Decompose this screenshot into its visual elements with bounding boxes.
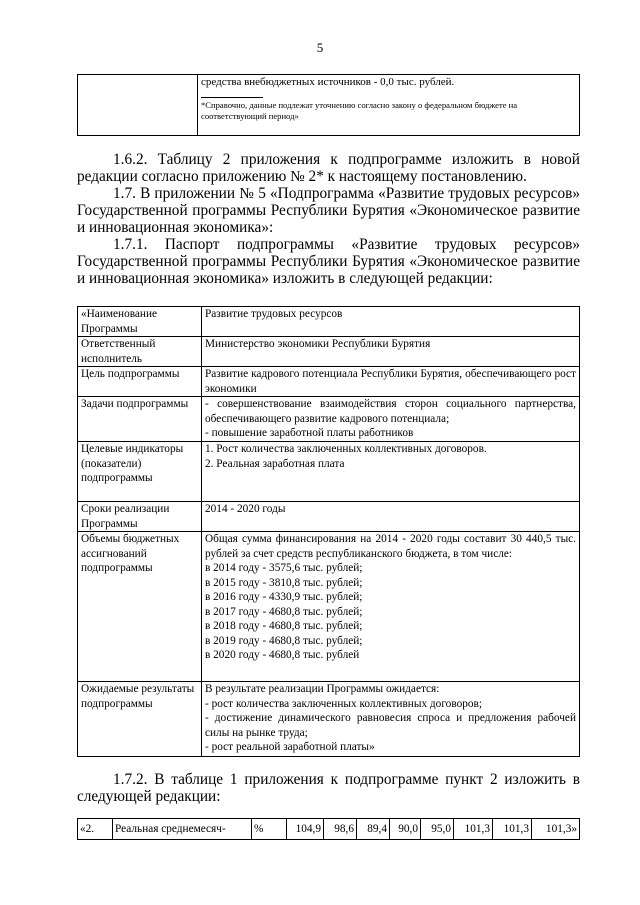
footnote-text: *Справочно, данные подлежат уточнению согласно закону о федеральном бюджете на соответствующий период»	[201, 100, 518, 121]
indicator-name: Реальная среднемесяч-	[113, 819, 252, 840]
passport-value	[202, 442, 580, 502]
result-line: - рост реальной заработной платы»	[205, 741, 375, 753]
passport-label: Сроки реализации Программы	[78, 502, 202, 532]
passport-value	[202, 397, 580, 442]
financing-table-fragment	[77, 74, 580, 136]
indicator-line: 1. Рост количества заключенных коллективных договоров.	[205, 443, 487, 455]
funding-line: в 2016 году - 4330,9 тыс. рублей;	[205, 591, 363, 603]
passport-row	[78, 397, 580, 442]
passport-row	[78, 532, 580, 682]
value-cell: 89,4	[357, 819, 390, 840]
passport-label: Объемы бюджетных ассигнований подпрограммы	[78, 532, 202, 682]
passport-label: Ответственный исполнитель	[78, 337, 202, 367]
passport-value	[202, 682, 580, 757]
passport-label: «Наименование Программы	[78, 307, 202, 337]
value-cell: 104,9	[287, 819, 324, 840]
paragraph-1-6-2: 1.6.2. Таблицу 2 приложения к подпрограмме изложить в новой редакции согласно приложению № 2* к настоящему постановлению.	[77, 151, 580, 185]
passport-row	[78, 337, 580, 367]
funding-line: в 2015 году - 3810,8 тыс. рублей;	[205, 576, 363, 589]
empty-cell	[78, 75, 198, 136]
passport-value: Развитие трудовых ресурсов	[202, 307, 580, 337]
passport-value: Развитие кадрового потенциала Республики Бурятия, обеспечивающего рост экономики	[202, 367, 580, 397]
task-line: - совершенствование взаимодействия сторон социального партнерства, обеспечивающего развитие кадрового потенциала;	[205, 398, 576, 425]
passport-value: Министерство экономики Республики Бурятия	[202, 337, 580, 367]
passport-label: Цель подпрограммы	[78, 367, 202, 397]
paragraph-1-7-2: 1.7.2. В таблице 1 приложения к подпрограмме пункт 2 изложить в следующей редакции:	[77, 771, 580, 805]
value-cell: 95,0	[421, 819, 454, 840]
passport-row	[78, 367, 580, 397]
instruction-paragraph-block	[77, 771, 580, 805]
passport-row	[78, 502, 580, 532]
table-row	[78, 819, 580, 840]
funding-line: в 2020 году - 4680,8 тыс. рублей	[205, 649, 360, 661]
funding-line: Общая сумма финансирования на 2014 - 2020 годы составит 30 440,5 тыс. рублей за счет средств республиканского бюджета, в том числе:	[205, 533, 576, 560]
passport-row	[78, 442, 580, 502]
subprogram-passport-table	[77, 306, 580, 757]
funding-line: в 2017 году - 4680,8 тыс. рублей;	[205, 605, 363, 618]
value-cell: 101,3	[454, 819, 493, 840]
passport-value	[202, 532, 580, 682]
paragraph-1-7-1: 1.7.1. Паспорт подпрограммы «Развитие трудовых ресурсов» Государственной программы Республики Бурятия «Экономическое развитие и инновационная экономика» изложить в следующей редакции:	[77, 236, 580, 287]
result-line: В результате реализации Программы ожидается:	[205, 683, 440, 695]
passport-value: 2014 - 2020 годы	[202, 502, 580, 532]
result-line: - достижение динамического равновесия спроса и предложения рабочей силы на рынке труда;	[205, 712, 576, 739]
value-cell: 101,3	[493, 819, 532, 840]
funding-line: в 2018 году - 4680,8 тыс. рублей;	[205, 620, 363, 632]
value-cell: 98,6	[324, 819, 357, 840]
value-cell: 101,3»	[532, 819, 580, 840]
extra-budget-text: средства внебюджетных источников - 0,0 тыс. рублей.	[201, 76, 455, 88]
indicator-table-row	[77, 818, 580, 840]
passport-row	[78, 682, 580, 757]
passport-label: Задачи подпрограммы	[78, 397, 202, 442]
row-number: «2.	[78, 819, 113, 840]
passport-row	[78, 307, 580, 337]
indicator-line: 2. Реальная заработная плата	[205, 457, 345, 470]
footnote-divider	[201, 97, 263, 98]
page-number: 5	[316, 40, 324, 55]
financing-cell	[198, 75, 580, 136]
paragraph-1-7: 1.7. В приложении № 5 «Подпрограмма «Развитие трудовых ресурсов» Государственной программы Республики Бурятия «Экономическое развитие и инновационная экономика»:	[77, 185, 580, 236]
instruction-paragraphs	[77, 151, 580, 287]
passport-label: Ожидаемые результаты подпрограммы	[78, 682, 202, 757]
passport-label: Целевые индикаторы (показатели) подпрограммы	[78, 442, 202, 502]
funding-line: в 2019 году - 4680,8 тыс. рублей;	[205, 634, 363, 647]
value-cell: 90,0	[390, 819, 421, 840]
unit: %	[252, 819, 287, 840]
funding-line: в 2014 году - 3575,6 тыс. рублей;	[205, 562, 363, 574]
result-line: - рост количества заключенных коллективных договоров;	[205, 697, 482, 710]
task-line: - повышение заработной платы работников	[205, 427, 414, 439]
